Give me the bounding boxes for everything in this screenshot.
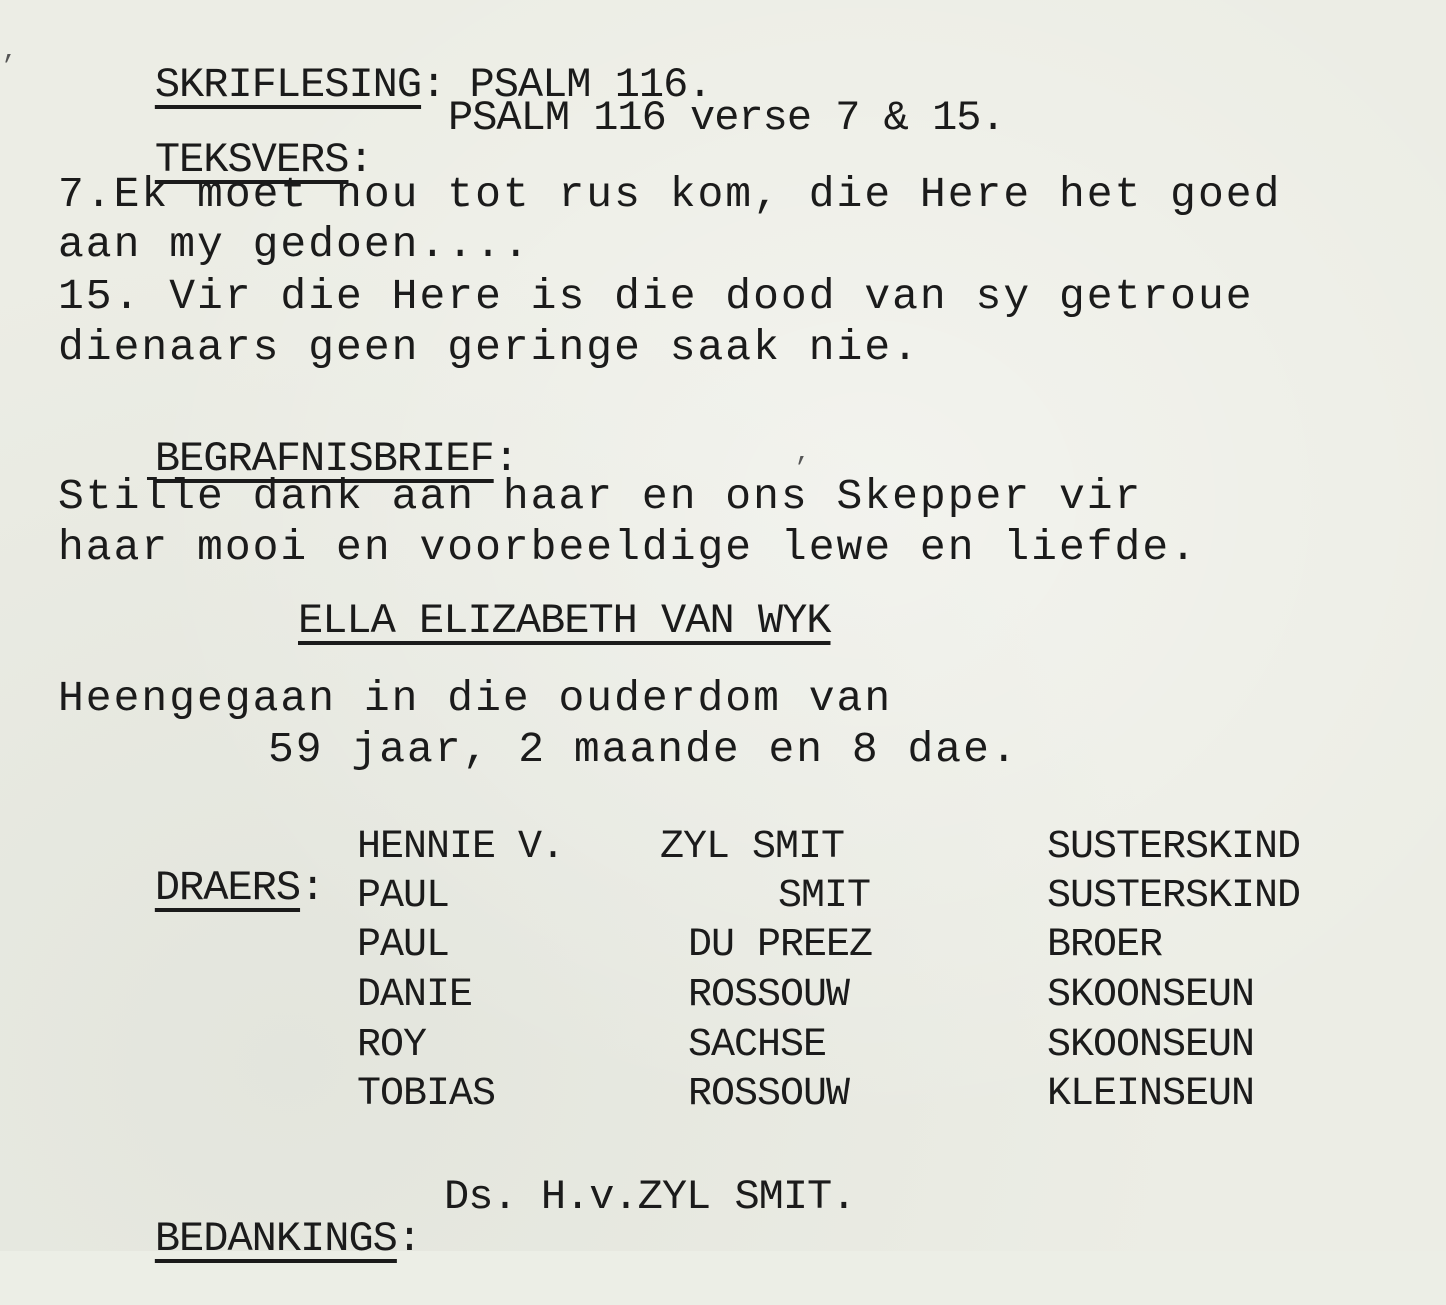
begrafnisbrief-colon: : — [493, 435, 518, 483]
pallbearer-surname: ROSSOUW — [688, 1072, 850, 1117]
pallbearer-relation: KLEINSEUN — [1047, 1072, 1255, 1117]
draers-colon: : — [300, 864, 325, 912]
age-line-2: 59 jaar, 2 maande en 8 dae. — [268, 725, 1019, 774]
bedankings-label: BEDANKINGS — [154, 1215, 397, 1263]
verse-15-line-2: dienaars geen geringe saak nie. — [58, 323, 920, 372]
begrafnisbrief-line-2: haar mooi en voorbeeldige lewe en liefde. — [58, 523, 1198, 572]
bedankings-heading — [58, 1176, 421, 1302]
pallbearer-relation: SUSTERSKIND — [1047, 874, 1301, 919]
draers-label: DRAERS — [154, 864, 301, 912]
pallbearer-first-name: HENNIE V. — [357, 825, 565, 870]
pallbearer-relation: BROER — [1047, 923, 1163, 968]
pallbearer-surname: SACHSE — [688, 1023, 827, 1068]
begrafnisbrief-line-1: Stille dank aan haar en ons Skepper vir — [58, 472, 1143, 521]
teksvers-label: TEKSVERS — [154, 136, 349, 184]
pallbearer-surname: DU PREEZ — [688, 923, 873, 968]
verse-15-line-1: 15. Vir die Here is die dood van sy getroue — [58, 272, 1254, 321]
pallbearer-first-name: PAUL — [357, 923, 450, 968]
pallbearer-relation: SUSTERSKIND — [1047, 825, 1301, 870]
skriflesing-value: : PSALM 116. — [421, 61, 712, 109]
pallbearer-first-name: TOBIAS — [357, 1072, 496, 1117]
deceased-name: ELLA ELIZABETH VAN WYK — [298, 597, 831, 645]
bedankings-colon: : — [396, 1215, 422, 1263]
pallbearer-surname: ZYL SMIT — [660, 825, 845, 870]
begrafnisbrief-label: BEGRAFNISBRIEF — [154, 435, 494, 483]
verse-7-line-2: aan my gedoen.... — [58, 220, 531, 269]
draers-heading — [58, 825, 324, 951]
pallbearer-relation: SKOONSEUN — [1047, 1023, 1255, 1068]
teksvers-colon: : — [348, 136, 373, 184]
pen-mark: , — [2, 36, 18, 66]
bedankings-value: Ds. H.v.ZYL SMIT. — [444, 1173, 856, 1221]
pallbearer-first-name: ROY — [357, 1023, 427, 1068]
pallbearer-relation: SKOONSEUN — [1047, 973, 1255, 1018]
pallbearer-surname: ROSSOUW — [688, 973, 850, 1018]
age-line-1: Heengegaan in die ouderdom van — [58, 674, 893, 723]
skriflesing-label: SKRIFLESING — [154, 61, 422, 109]
pallbearer-surname: SMIT — [778, 874, 871, 919]
pen-mark: , — [795, 438, 811, 468]
teksvers-value: PSALM 116 verse 7 & 15. — [448, 94, 1005, 142]
pallbearer-first-name: PAUL — [357, 874, 450, 919]
verse-7-line-1: 7.Ek moet nou tot rus kom, die Here het goed — [58, 170, 1282, 219]
pallbearer-first-name: DANIE — [357, 973, 473, 1018]
